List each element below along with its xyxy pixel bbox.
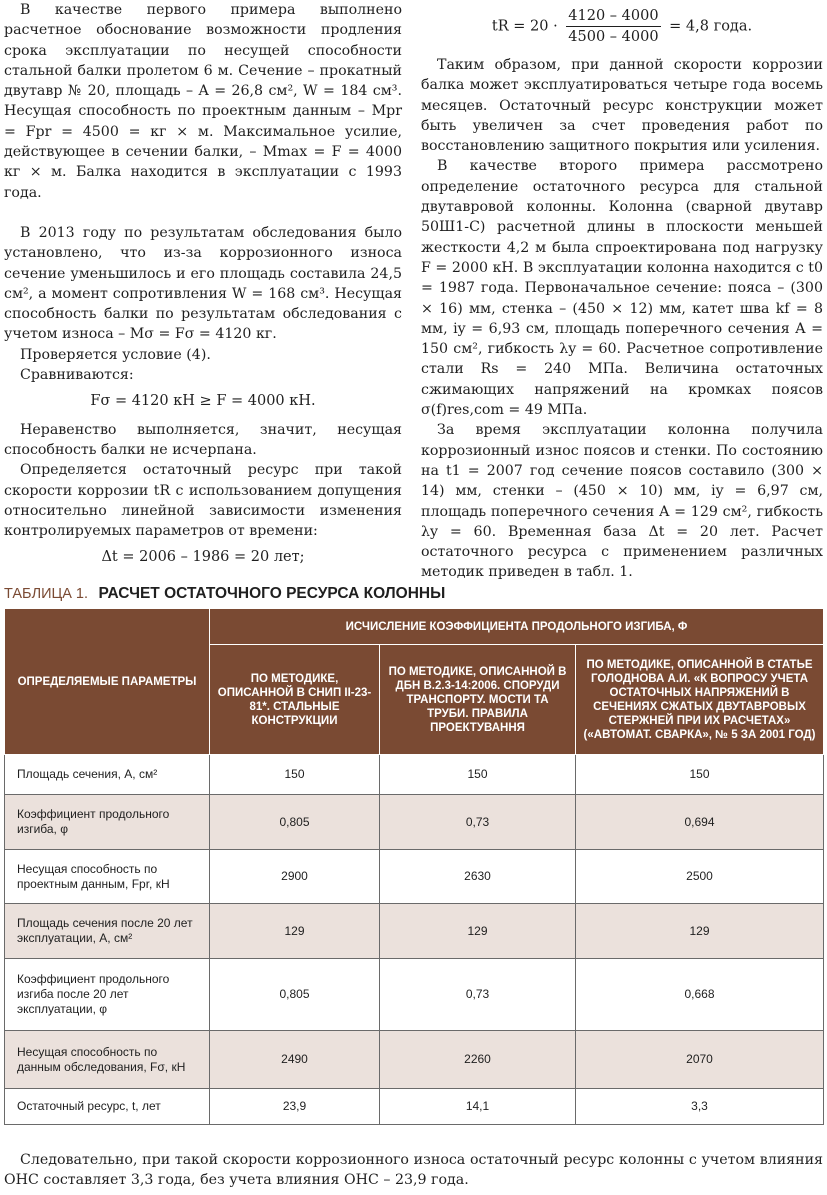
method-header-golodnov: ПО МЕТОДИКЕ, ОПИСАННОЙ В СТАТЬЕ ГОЛОДНОВА А.И. «К ВОПРОСУ УЧЕТА ОСТАТОЧНЫХ НАПРЯЖЕНИЙ В СЕЧЕНИЯХ СЖАТЫХ ДВУТАВРОВЫХ СТЕРЖНЕЙ ПРИ ИХ РАСЧЕТАХ» («АВТОМАТ. СВАРКА», № 5 ЗА 2001 ГОД) bbox=[576, 645, 824, 755]
table-row bbox=[5, 904, 824, 959]
row-value: 0,73 bbox=[380, 959, 576, 1031]
paragraph-beam-conclusion: Таким образом, при данной скорости коррозии балка может эксплуатироваться четыре года восемь месяцев. Остаточный ресурс конструкции может быть увеличен за счет проведения работ по восстановлению защитного покрытия или усиления. bbox=[421, 57, 823, 155]
row-value: 2500 bbox=[576, 850, 824, 904]
param-header: ОПРЕДЕЛЯЕМЫЕ ПАРАМЕТРЫ bbox=[5, 609, 210, 755]
paragraph-column-corrosion: За время эксплуатации колонна получила коррозионный износ поясов и стенки. По состоянию на t1 = 2007 год сечение поясов составило (300 × 14) мм, стенки – (450 × 10) мм, iy = 6,97 см, площадь поперечного сечения A = 129 см², гибкость λy = 60. Временная база Δt = 20 лет. Расчет остаточного ресурса с применением различных методик приведен в табл. 1. bbox=[421, 422, 823, 581]
table-label: ТАБЛИЦА 1. bbox=[4, 586, 89, 602]
row-value: 3,3 bbox=[576, 1089, 824, 1125]
paragraph-beam-example: В качестве первого примера выполнено расчетное обоснование возможности продления срока эксплуатации по несущей способности стальной балки пролетом 6 м. Сечение – прокатный двутавр № 20, площадь – A = 26,8 см², W = 184 см³. Несущая способность по проектным данным – Mpr = Fpr = 4500 = кг × м. Максимальное усилие, действующее в сечении балки, – Mmax = F = 4000 кг × м. Балка находится в эксплуатации с 1993 года. bbox=[4, 2, 402, 201]
formula-tr-lhs: tR = 20 · bbox=[491, 18, 558, 35]
formula-tr-rhs: = 4,8 года. bbox=[669, 18, 753, 35]
row-value: 150 bbox=[576, 755, 824, 795]
row-value: 14,1 bbox=[380, 1089, 576, 1125]
row-param: Коэффициент продольного изгиба после 20 лет эксплуатации, φ bbox=[5, 959, 210, 1031]
left-column bbox=[4, 0, 402, 576]
row-value: 0,668 bbox=[576, 959, 824, 1031]
row-value: 23,9 bbox=[210, 1089, 380, 1125]
conclusion-block bbox=[4, 1150, 823, 1191]
table-row bbox=[5, 795, 824, 850]
formula-inequality: Fσ = 4120 кН ≥ F = 4000 кН. bbox=[90, 393, 316, 410]
row-value: 129 bbox=[210, 904, 380, 959]
formula-tr-fraction bbox=[566, 6, 660, 47]
row-value: 0,805 bbox=[210, 795, 380, 850]
formula-tr-numerator: 4120 – 4000 bbox=[566, 6, 660, 27]
paragraph-check-condition: Проверяется условие (4). bbox=[20, 346, 211, 363]
row-value: 0,694 bbox=[576, 795, 824, 850]
row-param: Несущая способность по проектным данным, Fpr, кН bbox=[5, 850, 210, 904]
row-value: 129 bbox=[576, 904, 824, 959]
row-value: 2070 bbox=[576, 1031, 824, 1089]
row-value: 150 bbox=[210, 755, 380, 795]
formula-tr bbox=[421, 6, 823, 47]
table-caption bbox=[4, 585, 824, 603]
table-row bbox=[5, 1089, 824, 1125]
method-header-dbn: ПО МЕТОДИКЕ, ОПИСАННОЙ В ДБН В.2.3-14:2006. СПОРУДИ ТРАНСПОРТУ. МОСТИ ТА ТРУБИ. ПРАВИЛА ПРОЕКТУВАННЯ bbox=[380, 645, 576, 755]
table-row bbox=[5, 959, 824, 1031]
paragraph-conclusion: Следовательно, при такой скорости коррозионного износа остаточный ресурс колонны с учетом влияния ОНС составляет 3,3 года, без учета влияния ОНС – 23,9 года. bbox=[4, 1152, 823, 1189]
paragraph-column-example: В качестве второго примера рассмотрено определение остаточного ресурса для стальной двутавровой колонны. Колонна (сварной двутавр 50Ш1-С) расчетной длины в плоскости меньшей жесткости 4,2 м была спроектирована под нагрузку F = 2000 кН. В эксплуатации колонна находится с t0 = 1987 года. Первоначальное сечение: пояса – (300 × 16) мм, стенка – (450 × 12) мм, катет шва kf = 8 мм, iy = 6,93 см, площадь поперечного сечения A = 150 см², гибкость λy = 60. Расчетное сопротивление стали Rs = 240 МПа. Величина остаточных сжимающих напряжений на кромках поясов σ(f)res,com = 49 МПа. bbox=[421, 158, 823, 419]
group-header: ИСЧИСЛЕНИЕ КОЭФФИЦИЕНТА ПРОДОЛЬНОГО ИЗГИБА, Φ bbox=[210, 609, 824, 645]
row-value: 0,73 bbox=[380, 795, 576, 850]
table-row bbox=[5, 755, 824, 795]
row-param: Площадь сечения после 20 лет эксплуатации, А, см² bbox=[5, 904, 210, 959]
row-value: 2900 bbox=[210, 850, 380, 904]
row-value: 0,805 bbox=[210, 959, 380, 1031]
table-row bbox=[5, 1031, 824, 1089]
row-value: 2630 bbox=[380, 850, 576, 904]
row-param: Коэффициент продольного изгиба, φ bbox=[5, 795, 210, 850]
table-row bbox=[5, 850, 824, 904]
right-column bbox=[421, 0, 823, 583]
paragraph-inequality-holds: Неравенство выполняется, значит, несущая способность балки не исчерпана. bbox=[4, 421, 402, 458]
row-param: Остаточный ресурс, t, лет bbox=[5, 1089, 210, 1125]
row-value: 150 bbox=[380, 755, 576, 795]
resource-table bbox=[4, 608, 824, 1125]
row-value: 2260 bbox=[380, 1031, 576, 1089]
row-param: Несущая способность по данным обследования, Fσ, кН bbox=[5, 1031, 210, 1089]
formula-tr-denominator: 4500 – 4000 bbox=[568, 29, 659, 45]
paragraph-survey-2013: В 2013 году по результатам обследования было установлено, что из-за коррозионного износа сечение уменьшилось и его площадь составила 24,5 см², а момент сопротивления W = 168 см³. Несущая способность балки по результатам обследования с учетом износа – Mσ = Fσ = 4120 кг. bbox=[4, 224, 402, 343]
formula-delta-t: Δt = 2006 – 1986 = 20 лет; bbox=[101, 549, 305, 566]
row-value: 129 bbox=[380, 904, 576, 959]
method-header-snip: ПО МЕТОДИКЕ, ОПИСАННОЙ В СНИП II-23-81*. СТАЛЬНЫЕ КОНСТРУКЦИИ bbox=[210, 645, 380, 755]
table-title: РАСЧЕТ ОСТАТОЧНОГО РЕСУРСА КОЛОННЫ bbox=[98, 585, 446, 602]
row-param: Площадь сечения, А, см² bbox=[5, 755, 210, 795]
row-value: 2490 bbox=[210, 1031, 380, 1089]
paragraph-compare: Сравниваются: bbox=[20, 367, 134, 384]
paragraph-residual-resource: Определяется остаточный ресурс при такой скорости коррозии tR с использованием допущения относительно линейной зависимости изменения контролируемых параметров от времени: bbox=[4, 462, 402, 540]
